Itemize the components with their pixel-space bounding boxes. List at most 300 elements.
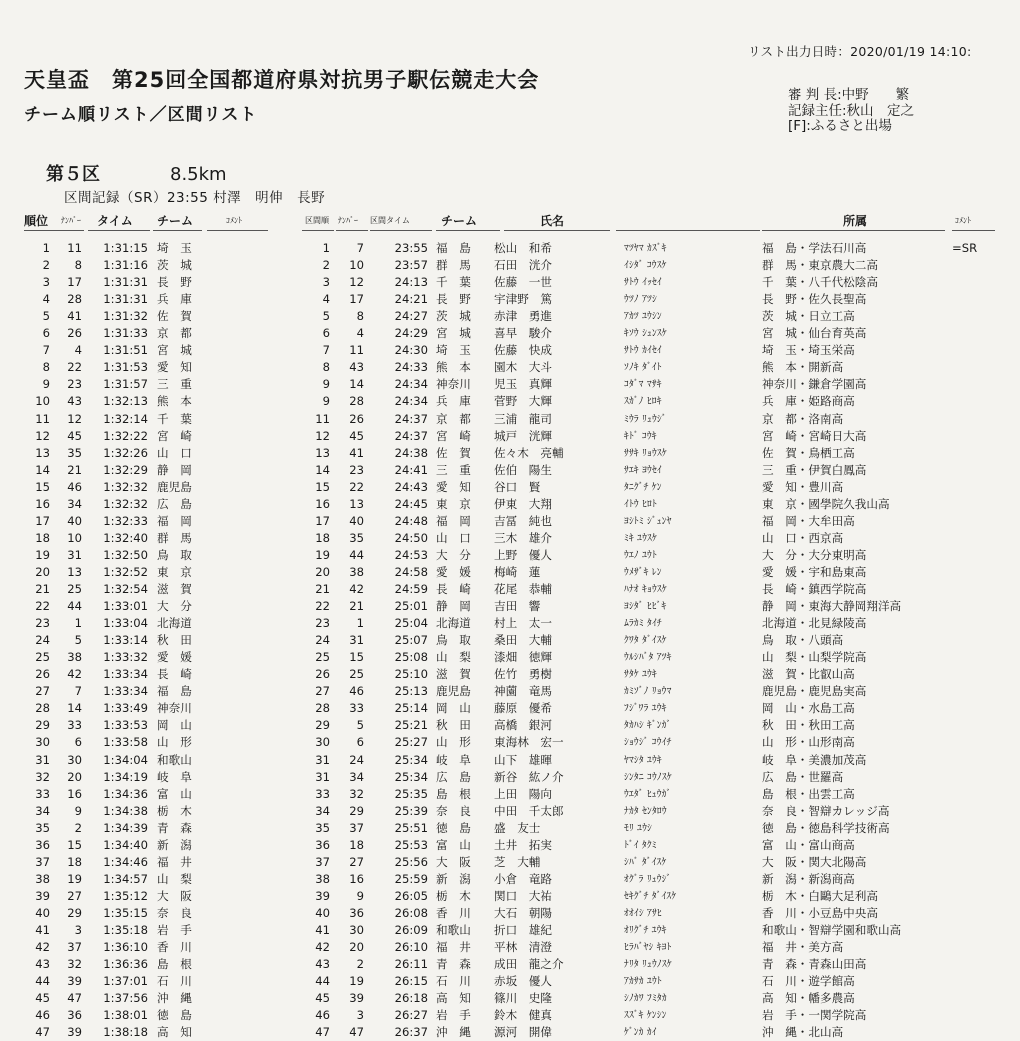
team-rank: 42 — [35, 940, 50, 955]
runner-name: 城戸 洸輝 — [494, 428, 552, 443]
section-number: 15 — [349, 650, 364, 665]
team-number: 15 — [67, 837, 82, 852]
team-name: 大 阪 — [157, 888, 192, 903]
team-name: 岩 手 — [157, 923, 192, 937]
runner-affiliation: 岐 阜・美濃加茂高 — [762, 752, 867, 767]
section-team: 愛 媛 — [436, 564, 471, 579]
runner-name-kana: ﾓﾘ ﾕｳｼ — [624, 822, 652, 834]
header-underline — [88, 230, 150, 231]
team-number: 33 — [67, 718, 82, 733]
section-team: 北海道 — [436, 616, 471, 631]
team-number: 45 — [67, 428, 82, 443]
runner-affiliation: 大 阪・関大北陽高 — [762, 854, 867, 869]
section-number: 38 — [349, 564, 364, 579]
section-label: 第５区 — [46, 164, 100, 185]
team-total-time: 1:32:40 — [103, 530, 148, 545]
section-number: 29 — [349, 803, 364, 818]
runner-name: 佐々木 亮輔 — [494, 445, 564, 460]
section-time: 24:29 — [394, 326, 428, 341]
header-underline — [302, 230, 334, 231]
section-number: 43 — [349, 360, 364, 375]
runner-affiliation: 岩 手・一関学院高 — [762, 1008, 867, 1023]
runner-name: 大石 朝陽 — [494, 905, 552, 920]
runner-affiliation: 愛 媛・宇和島東高 — [762, 564, 867, 579]
runner-name: 鈴木 健真 — [494, 1008, 552, 1023]
team-number: 6 — [74, 735, 82, 750]
runner-name: 芝 大輔 — [494, 854, 541, 869]
section-team: 三 重 — [436, 462, 471, 477]
runner-name: 山下 雄暉 — [494, 752, 552, 767]
section-time: 24:41 — [394, 462, 428, 477]
section-time: 24:37 — [394, 428, 428, 443]
runner-affiliation: 富 山・富山商高 — [762, 837, 855, 852]
section-time: 24:30 — [394, 343, 428, 358]
team-rank: 1 — [42, 241, 50, 255]
section-number: 14 — [349, 377, 364, 392]
team-total-time: 1:32:32 — [103, 496, 148, 511]
section-number: 16 — [349, 871, 364, 886]
team-rank: 39 — [35, 888, 50, 903]
team-total-time: 1:36:36 — [103, 957, 148, 972]
team-number: 46 — [67, 479, 82, 494]
runner-affiliation: 佐 賀・鳥栖工高 — [762, 445, 855, 460]
section-distance: 8.5km — [170, 164, 227, 185]
team-rank: 47 — [35, 1025, 50, 1040]
runner-name-kana: ﾅｶﾀ ｾﾝﾀﾛｳ — [624, 805, 667, 817]
section-rank: 23 — [315, 616, 330, 631]
section-time: 25:21 — [394, 718, 428, 733]
team-number: 18 — [67, 854, 82, 869]
section-rank: 24 — [315, 633, 330, 648]
runner-affiliation: 岡 山・水島工高 — [762, 701, 855, 716]
team-total-time: 1:33:01 — [103, 599, 148, 614]
runner-name-kana: ｺﾀﾞﾏ ﾏｻｷ — [624, 379, 662, 391]
runner-affiliation: 兵 庫・姫路商高 — [762, 394, 855, 409]
section-number: 24 — [349, 752, 364, 767]
section-number: 12 — [349, 275, 364, 290]
team-name: 奈 良 — [157, 905, 192, 920]
section-team: 愛 知 — [436, 479, 471, 494]
team-number: 32 — [67, 957, 82, 972]
team-total-time: 1:35:12 — [103, 888, 148, 903]
runner-name-kana: ﾄﾞｲ ﾀｸﾐ — [624, 839, 657, 851]
runner-affiliation: 奈 良・智辯カレッジ高 — [762, 803, 890, 818]
section-number: 13 — [349, 496, 364, 511]
team-rank: 24 — [35, 633, 50, 648]
team-name: 石 川 — [157, 974, 192, 989]
runner-affiliation: 鹿児島・鹿児島実高 — [762, 684, 867, 699]
team-rank: 22 — [35, 599, 50, 614]
runner-affiliation: 北海道・北見緑陵高 — [762, 616, 867, 631]
section-number: 21 — [349, 599, 364, 614]
header-comment: ｺﾒﾝﾄ — [226, 216, 242, 225]
runner-name-kana: ﾐｳﾗ ﾘｭｳｼﾞ — [624, 413, 667, 425]
section-time: 25:35 — [394, 786, 428, 801]
team-rank: 23 — [35, 616, 50, 631]
team-number: 38 — [67, 650, 82, 665]
team-total-time: 1:32:13 — [103, 394, 148, 409]
team-name: 高 知 — [157, 1025, 192, 1040]
team-rank: 17 — [35, 513, 50, 528]
team-rank: 10 — [35, 394, 50, 409]
section-rank: 30 — [315, 735, 330, 750]
team-number: 12 — [67, 411, 82, 426]
team-number: 1 — [74, 616, 82, 631]
header-underline — [436, 230, 500, 231]
team-number: 4 — [74, 343, 82, 358]
runner-affiliation: 石 川・遊学館高 — [762, 974, 855, 989]
team-number: 8 — [74, 258, 82, 273]
team-name: 愛 媛 — [157, 650, 192, 665]
officials-block — [788, 88, 914, 135]
runner-name-kana: ｵﾘｸﾞﾁ ﾕｳｷ — [624, 925, 667, 936]
team-name: 千 葉 — [157, 411, 192, 426]
team-total-time: 1:34:36 — [103, 786, 148, 801]
team-total-time: 1:38:18 — [103, 1025, 148, 1040]
runner-name: 篠川 史隆 — [494, 991, 552, 1006]
runner-name: 谷口 賢 — [494, 479, 541, 494]
runner-name: 土井 拓実 — [494, 837, 552, 852]
section-rank: 18 — [315, 530, 330, 545]
section-time: 24:43 — [394, 479, 428, 494]
section-team: 奈 良 — [436, 803, 471, 818]
section-rank: 9 — [322, 377, 330, 392]
section-number: 7 — [356, 241, 364, 255]
section-rank: 45 — [315, 991, 330, 1006]
team-name: 広 島 — [157, 496, 192, 511]
section-time: 23:57 — [394, 258, 428, 273]
runner-name-kana: ｽｶﾞﾉ ﾋﾛｷ — [624, 396, 662, 408]
runner-name-kana: ﾑﾗｶﾐ ﾀｲﾁ — [624, 618, 662, 630]
section-rank: 40 — [315, 905, 330, 920]
section-number: 31 — [349, 633, 364, 648]
runner-name: 上野 優人 — [494, 547, 552, 562]
runner-name-kana: ｻﾄｳ ｲｯｾｲ — [624, 277, 662, 289]
team-number: 37 — [67, 940, 82, 955]
team-name: 鹿児島 — [157, 479, 192, 494]
section-number: 32 — [349, 786, 364, 801]
team-total-time: 1:32:26 — [103, 445, 148, 460]
team-rank: 3 — [42, 275, 50, 290]
team-total-time: 1:33:14 — [103, 633, 148, 648]
team-total-time: 1:32:54 — [103, 582, 148, 596]
section-rank: 4 — [322, 292, 330, 307]
page-subtitle: チーム順リスト／区間リスト — [24, 105, 258, 125]
team-rank: 38 — [35, 871, 50, 886]
runner-name: 佐伯 陽生 — [494, 462, 552, 477]
section-number: 18 — [349, 837, 364, 852]
team-number: 42 — [67, 667, 82, 682]
section-team: 岡 山 — [436, 701, 471, 716]
team-rank: 8 — [42, 360, 50, 375]
section-number: 37 — [349, 820, 364, 835]
team-total-time: 1:31:32 — [103, 309, 148, 324]
section-time: 26:27 — [394, 1008, 428, 1023]
team-name: 静 岡 — [157, 462, 192, 477]
runner-affiliation: 徳 島・徳島科学技術高 — [762, 820, 890, 835]
team-rank: 45 — [35, 991, 50, 1006]
team-name: 北海道 — [157, 616, 192, 631]
runner-affiliation: 福 島・学法石川高 — [762, 241, 867, 255]
team-total-time: 1:33:49 — [103, 701, 148, 716]
section-number: 41 — [349, 445, 364, 460]
runner-name-kana: ｾｷｸﾞﾁ ﾀﾞｲｽｹ — [624, 890, 677, 902]
section-team: 山 口 — [436, 530, 471, 545]
section-rank: 17 — [315, 513, 330, 528]
team-number: 10 — [67, 530, 82, 545]
section-time: 25:56 — [394, 854, 428, 869]
section-team: 山 形 — [436, 735, 471, 750]
team-rank: 11 — [35, 411, 50, 426]
section-team: 石 川 — [436, 974, 471, 989]
team-number: 17 — [67, 275, 82, 290]
team-rank: 5 — [42, 309, 50, 324]
team-rank: 15 — [35, 479, 50, 494]
section-rank: 43 — [315, 957, 330, 972]
section-time: 24:53 — [394, 547, 428, 562]
runner-affiliation: 沖 縄・北山高 — [762, 1025, 844, 1040]
team-number: 7 — [74, 684, 82, 699]
section-time: 26:37 — [394, 1025, 428, 1040]
runner-affiliation: 栃 木・白鷗大足利高 — [762, 888, 878, 903]
section-rank: 22 — [315, 599, 330, 614]
team-total-time: 1:32:14 — [103, 411, 148, 426]
team-number: 39 — [67, 1025, 82, 1040]
section-number: 2 — [356, 957, 364, 972]
team-total-time: 1:33:34 — [103, 684, 148, 699]
team-total-time: 1:34:38 — [103, 803, 148, 818]
team-name: 香 川 — [157, 940, 192, 955]
section-time: 25:04 — [394, 616, 428, 631]
runner-name-kana: ｱｶｻｶ ﾕｳﾄ — [624, 976, 662, 988]
runner-name: 桑田 大輔 — [494, 633, 552, 648]
runner-name: 園木 大斗 — [494, 360, 552, 375]
team-rank: 44 — [35, 974, 50, 989]
team-rank: 31 — [35, 752, 50, 767]
section-rank: 20 — [315, 564, 330, 579]
section-number: 11 — [349, 343, 364, 358]
team-total-time: 1:32:33 — [103, 513, 148, 528]
section-rank: 29 — [315, 718, 330, 733]
section-team: 千 葉 — [436, 275, 471, 290]
runner-affiliation: 千 葉・八千代松陰高 — [762, 275, 878, 290]
section-time: 26:05 — [394, 888, 428, 903]
team-name: 愛 知 — [157, 360, 192, 375]
section-rank: 28 — [315, 701, 330, 716]
section-number: 5 — [356, 718, 364, 733]
team-name: 群 馬 — [157, 530, 192, 545]
runner-name-kana: ﾔﾏｼﾀ ﾕｳｷ — [624, 754, 662, 766]
section-rank: 33 — [315, 786, 330, 801]
team-name: 長 崎 — [157, 667, 192, 682]
runner-affiliation: 群 馬・東京農大二高 — [762, 258, 878, 273]
section-time: 26:08 — [394, 905, 428, 920]
runner-name-kana: ﾖｼﾄﾐ ｼﾞｭﾝﾔ — [624, 515, 672, 527]
runner-affiliation: 愛 知・豊川高 — [762, 479, 844, 494]
section-number: 39 — [349, 991, 364, 1006]
team-name: 徳 島 — [157, 1008, 192, 1023]
runner-name-kana: ｲﾄｳ ﾋﾛﾄ — [624, 498, 657, 510]
section-number: 34 — [349, 769, 364, 784]
team-number: 44 — [67, 599, 82, 614]
section-rank: 1 — [322, 241, 330, 255]
title-event: 第25回全国都道府県対抗男子駅伝競走大会 — [112, 68, 540, 92]
section-rank: 36 — [315, 837, 330, 852]
runner-name: 菅野 大輝 — [494, 394, 552, 409]
section-rank: 9 — [322, 394, 330, 409]
header-time: タイム — [97, 214, 133, 228]
runner-affiliation: 埼 玉・埼玉栄高 — [762, 343, 855, 358]
section-team: 大 阪 — [436, 854, 471, 869]
runner-name-kana: ｷｿｳ ｼｭﾝｽｹ — [624, 328, 667, 340]
header-team: チーム — [157, 214, 194, 228]
runner-name: 神薗 竜馬 — [494, 684, 552, 699]
runner-affiliation: 青 森・青森山田高 — [762, 957, 867, 972]
team-name: 沖 縄 — [157, 991, 192, 1006]
runner-name: 石田 洸介 — [494, 258, 552, 273]
runner-name-kana: ｼﾊﾞ ﾀﾞｲｽｹ — [624, 856, 667, 868]
team-number: 27 — [67, 888, 82, 903]
section-time: 25:53 — [394, 837, 428, 852]
section-heading — [46, 160, 227, 186]
section-team: 大 分 — [436, 547, 471, 562]
runner-affiliation: 三 重・伊賀白鳳高 — [762, 462, 867, 477]
section-record: 区間記録（SR）23:55 村澤 明伸 長野 — [64, 190, 326, 206]
section-team: 富 山 — [436, 837, 471, 852]
team-name: 山 形 — [157, 735, 192, 750]
team-name: 熊 本 — [157, 394, 192, 409]
section-team: 新 潟 — [436, 871, 471, 886]
section-number: 35 — [349, 530, 364, 545]
header-section-comment: ｺﾒﾝﾄ — [955, 216, 971, 225]
official-recorder: 記録主任:秋山 定之 — [788, 102, 915, 119]
section-number: 9 — [356, 888, 364, 903]
section-time: 23:55 — [394, 241, 428, 255]
runner-name-kana: ｻｴｷ ﾖｳｾｲ — [624, 464, 662, 476]
team-name: 兵 庫 — [157, 292, 192, 307]
team-total-time: 1:32:50 — [103, 547, 148, 562]
runner-affiliation: 山 口・西京高 — [762, 530, 844, 545]
runner-affiliation: 宮 城・仙台育英高 — [762, 326, 867, 341]
team-name: 栃 木 — [157, 803, 192, 818]
section-time: 26:18 — [394, 991, 428, 1006]
team-rank: 46 — [35, 1008, 50, 1023]
section-rank: 3 — [322, 275, 330, 290]
runner-affiliation: 長 崎・鎮西学院高 — [762, 582, 867, 596]
section-time: 24:59 — [394, 582, 428, 596]
section-rank: 21 — [315, 582, 330, 596]
team-total-time: 1:36:10 — [103, 940, 148, 955]
team-name: 岐 阜 — [157, 769, 192, 784]
header-affiliation: 所属 — [843, 214, 868, 228]
team-name: 京 都 — [157, 326, 192, 341]
runner-name: 三浦 龍司 — [494, 411, 552, 426]
team-rank: 12 — [35, 428, 50, 443]
team-rank: 37 — [35, 854, 50, 869]
section-rank: 14 — [315, 462, 330, 477]
runner-name-kana: ｽｽﾞｷ ｹﾝｼﾝ — [624, 1010, 667, 1022]
team-total-time: 1:34:04 — [103, 752, 148, 767]
header-underline — [24, 230, 84, 231]
team-total-time: 1:33:53 — [103, 718, 148, 733]
runner-affiliation: 神奈川・鎌倉学園高 — [762, 377, 867, 392]
runner-name-kana: ｵｵｲｼ ｱｻﾋ — [624, 907, 662, 919]
section-team: 香 川 — [436, 905, 471, 920]
runner-name-kana: ｱｶﾂ ﾕｳｼﾝ — [624, 311, 662, 323]
section-number: 28 — [349, 394, 364, 409]
section-rank: 13 — [315, 445, 330, 460]
section-rank: 35 — [315, 820, 330, 835]
section-rank: 7 — [322, 343, 330, 358]
team-name: 滋 賀 — [157, 582, 192, 596]
runner-name: 吉冨 純也 — [494, 513, 552, 528]
section-number: 8 — [356, 309, 364, 324]
team-number: 47 — [67, 991, 82, 1006]
runner-name-kana: ｵｸﾞﾗ ﾘｭｳｼﾞ — [624, 873, 672, 885]
section-time: 25:10 — [394, 667, 428, 682]
team-number: 25 — [67, 582, 82, 596]
runner-name: 三木 雄介 — [494, 530, 552, 545]
section-time: 24:13 — [394, 275, 428, 290]
header-underline — [616, 230, 760, 231]
team-rank: 6 — [42, 326, 50, 341]
header-section-rank: 区間順 — [305, 216, 329, 225]
team-number: 19 — [67, 871, 82, 886]
team-total-time: 1:31:51 — [103, 343, 148, 358]
runner-affiliation: 新 潟・新潟商高 — [762, 871, 855, 886]
team-total-time: 1:31:31 — [103, 275, 148, 290]
section-time: 25:01 — [394, 599, 428, 614]
section-time: 25:07 — [394, 633, 428, 648]
section-number: 36 — [349, 905, 364, 920]
team-total-time: 1:38:01 — [103, 1008, 148, 1023]
section-number: 47 — [349, 1025, 364, 1040]
runner-name-kana: ﾀﾆｸﾞﾁ ｹﾝ — [624, 481, 662, 493]
section-time: 25:39 — [394, 803, 428, 818]
section-number: 19 — [349, 974, 364, 989]
team-rank: 4 — [42, 292, 50, 307]
team-total-time: 1:37:56 — [103, 991, 148, 1006]
section-time: 25:13 — [394, 684, 428, 699]
section-team: 鳥 取 — [436, 633, 471, 648]
section-time: 25:34 — [394, 752, 428, 767]
section-rank: 6 — [322, 326, 330, 341]
section-time: 25:08 — [394, 650, 428, 665]
runner-name-kana: ｷﾄﾞ ｺｳｷ — [624, 430, 657, 442]
team-total-time: 1:31:53 — [103, 360, 148, 375]
runner-name-kana: ｳﾂﾉ ｱﾂｼ — [624, 294, 657, 306]
runner-name-kana: ｳｴﾀﾞ ﾋｭｳｶﾞ — [624, 788, 672, 800]
runner-name: 村上 太一 — [494, 616, 552, 631]
section-number: 40 — [349, 513, 364, 528]
team-number: 28 — [67, 292, 82, 307]
section-team: 秋 田 — [436, 718, 471, 733]
team-name: 宮 城 — [157, 343, 192, 358]
team-name: 埼 玉 — [157, 241, 192, 255]
team-total-time: 1:32:32 — [103, 479, 148, 494]
section-team: 滋 賀 — [436, 667, 471, 682]
runner-name-kana: ﾏﾂﾔﾏ ｶｽﾞｷ — [624, 243, 667, 254]
team-rank: 32 — [35, 769, 50, 784]
runner-affiliation: 高 知・幡多農高 — [762, 991, 855, 1006]
section-rank: 31 — [315, 752, 330, 767]
runner-name: 平林 清澄 — [494, 940, 552, 955]
header-rank: 順位 — [24, 214, 49, 228]
team-total-time: 1:32:22 — [103, 428, 148, 443]
team-name: 神奈川 — [157, 701, 192, 716]
team-name: 三 重 — [157, 377, 192, 392]
section-time: 24:34 — [394, 377, 428, 392]
